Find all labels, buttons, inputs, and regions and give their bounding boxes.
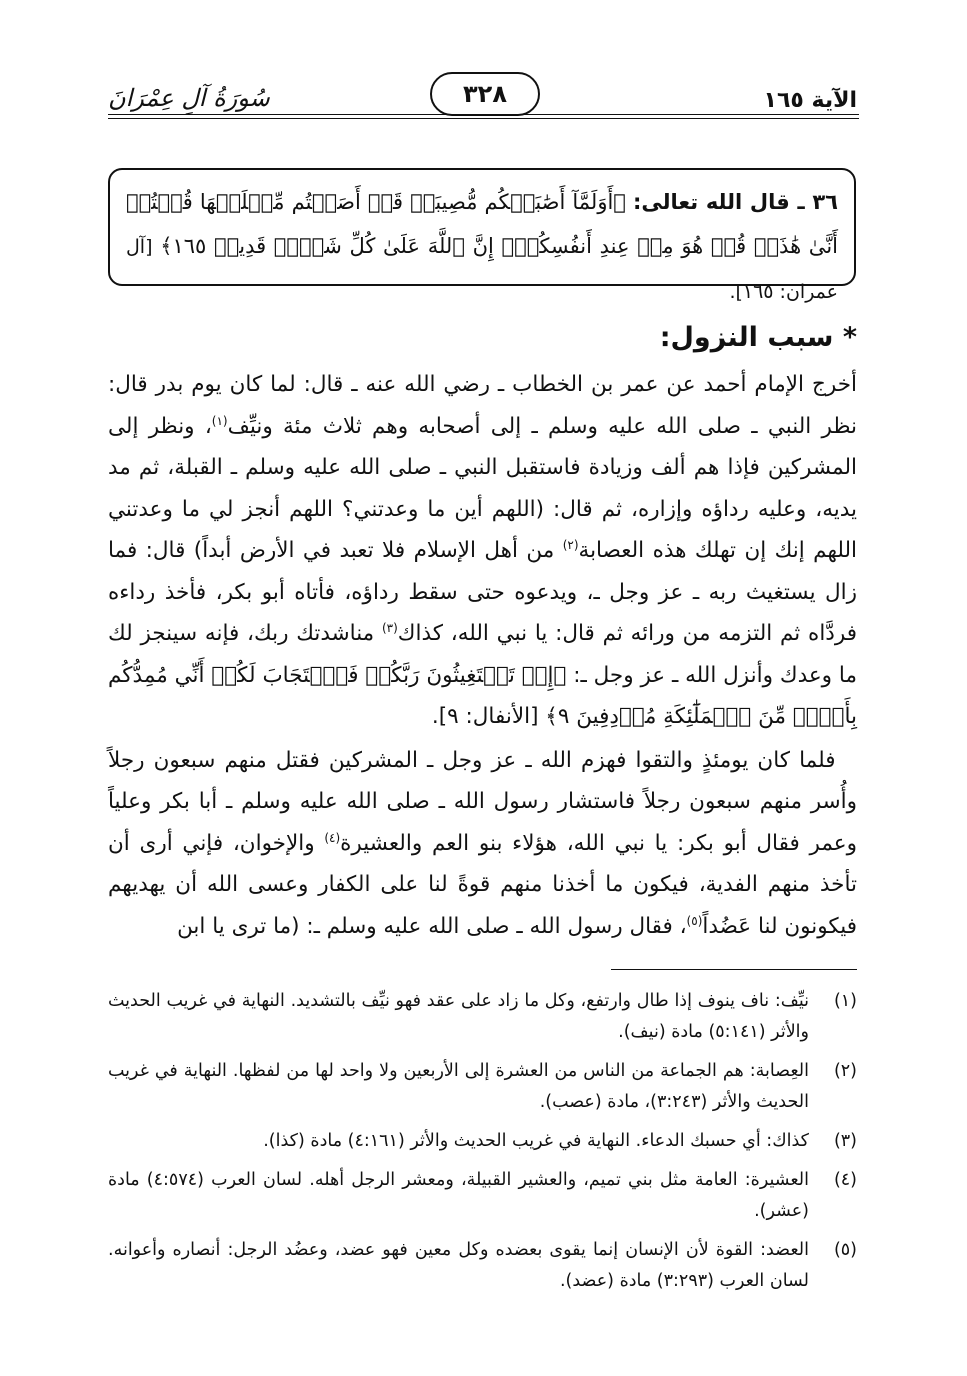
header-rule-thin: [108, 118, 859, 119]
body-text: [108, 364, 857, 947]
verse-text: ﴿أَوَلَمَّآ أَصَٰبَتۡكُم مُّصِيبَةٞ قَدۡ أَصَبۡتُم مِّثۡلَيۡهَا قُلۡتُمۡ أَنَّىٰ هَٰذَاۖ قُلۡ هُوَ مِنۡ عِندِ أَنفُسِكُمۡۗ إِنَّ ٱللَّهَ عَلَىٰ كُلِّ شَيۡءٖ قَدِيرٞ ١٦٥﴾: [126, 190, 838, 258]
verse-lead: ٣٦ ـ قال الله تعالى:: [632, 190, 838, 214]
footnote: [108, 986, 857, 1048]
footnote-ref[interactable]: (٤): [324, 830, 341, 845]
footnote: [108, 1235, 857, 1297]
footnote-number: (٥): [833, 1240, 857, 1260]
footnote-rule: [611, 969, 857, 970]
verse-box: [108, 168, 856, 303]
footnote-ref[interactable]: (٣): [381, 620, 398, 635]
footnote-text: العِصابة: هم الجماعة من الناس من العشرة إلى الأربعين ولا واحد لها من لفظها. النهاية في غريب الحديث والأثر (٣:٢٤٣)، مادة (عصب).: [108, 1061, 809, 1112]
paragraph-text: والإخوان، فإني أرى أن تأخذ منهم الفدية، فيكون ما أخذنا منهم قوةً لنا على الكفار وعسى الله أن يهديهم فيكونون لنا عَضُداً: [108, 830, 857, 939]
footnote-number: (٣): [833, 1131, 857, 1151]
footnote-number: (٤): [833, 1170, 857, 1190]
section-title: * سبب النزول:: [659, 322, 857, 353]
paragraph-text: ، ونظر إلى المشركين فإذا هم ألف وزيادة فاستقبل النبي ـ صلى الله عليه وسلم ـ القبلة، ثم مد يديه، وعليه رداؤه وإزاره، ثم قال: (اللهم أين ما وعدتني؟ اللهم أنجز لي ما وعدتني اللهم إنك إن تهلك هذه العصابة: [108, 413, 857, 563]
footnote-ref[interactable]: (٥): [686, 913, 703, 928]
footnote-text: كذاك: أي حسبك الدعاء. النهاية في غريب الحديث والأثر (٤:١٦١) مادة (كذا).: [263, 1131, 809, 1151]
quran-verse: ﴿إِذۡ تَسۡتَغِيثُونَ رَبَّكُمۡ فَٱسۡتَجَابَ لَكُمۡ أَنِّي مُمِدُّكُم بِأَلۡفٖ مِّنَ ٱلۡمَلَٰٓئِكَةِ مُرۡدِفِينَ ٩﴾: [108, 662, 857, 729]
verse-reference: [آل عمران: ١٦٥].: [126, 236, 838, 303]
verse-reference: [الأنفال: ٩].: [431, 704, 546, 729]
header-ayah-label: الآية ١٦٥: [763, 88, 857, 113]
footnote-number: (٢): [833, 1061, 857, 1081]
footnote: [108, 1126, 857, 1157]
paragraph-text: من أهل الإسلام فلا تعبد في الأرض أبداً) قال: فما زال يستغيث ربه ـ عز وجل ـ، ويدعوه حتى سقط رداؤه، فأتاه أبو بكر، فأخذ رداءه فردَّاه ثم التزمه من ورائه ثم قال: يا نبي الله، كذاك: [108, 538, 858, 646]
paragraph-text: مناشدتك ربك، فإنه سينجز لك ما وعدك وأنزل الله ـ عز وجل ـ:: [108, 621, 857, 688]
footnote-number: (١): [833, 991, 857, 1011]
paragraph-text: فلما كان يومئذٍ والتقوا فهزم الله ـ عز وجل ـ المشركين فقتل منهم سبعون رجلاً وأُسر منهم سبعون رجلاً فاستشار رسول الله ـ صلى الله عليه وسلم ـ أبا بكر وعلياً وعمر فقال أبو بكر: يا نبي الله، هؤلاء بنو العم والعشيرة: [108, 747, 857, 856]
footnote-text: العشيرة: العامة مثل بني تميم، والعشير القبيلة، ومعشر الرجل أهله. لسان العرب (٤:٥٧٤) مادة (عشر).: [108, 1170, 810, 1221]
header-surah-name: سُورَةُ آلِ عِمْرَانَ: [108, 84, 270, 112]
page-number: ٣٢٨: [430, 72, 540, 116]
footnotes: [108, 986, 857, 1305]
footnote-text: نيِّف: ناف ينوف إذا طال وارتفع، وكل ما زاد على عقد فهو نيِّف بالتشديد. النهاية في غريب الحديث والأثر (٥:١٤١) مادة (نيف).: [108, 991, 809, 1042]
paragraph-text: أخرج الإمام أحمد عن عمر بن الخطاب ـ رضي الله عنه ـ قال: لما كان يوم بدر قال: نظر النبي ـ صلى الله عليه وسلم ـ إلى أصحابه وهم ثلاث مئة ونيِّف: [108, 372, 857, 439]
footnote: [108, 1165, 857, 1227]
footnote-ref[interactable]: (٢): [562, 537, 579, 552]
footnote: [108, 1056, 857, 1118]
paragraph-text: ، فقال رسول الله ـ صلى الله عليه وسلم ـ: (ما ترى يا ابن: [177, 913, 687, 939]
paragraph: [108, 740, 857, 948]
footnote-text: العضد: القوة لأن الإنسان إنما يقوى بعضده وكل معين فهو عضد، وعضُد الرجل: أنصاره وأعوانه. لسان العرب (٣:٢٩٣) مادة (عضد).: [108, 1240, 809, 1291]
header-rule: [108, 114, 859, 115]
paragraph: [108, 364, 857, 738]
footnote-ref[interactable]: (١): [211, 413, 228, 428]
